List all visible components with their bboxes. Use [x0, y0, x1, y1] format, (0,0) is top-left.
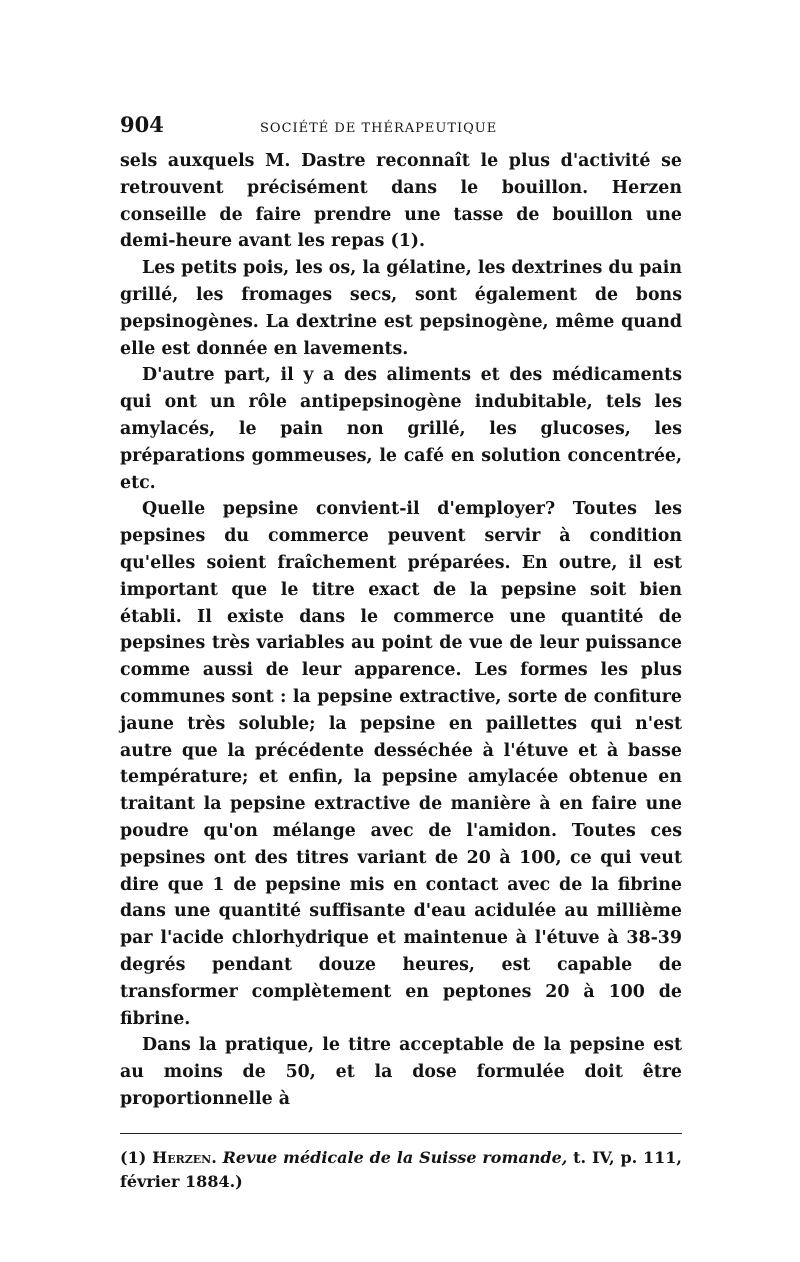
- footnote-rule: [120, 1133, 682, 1134]
- page-number: 904: [120, 112, 164, 137]
- book-page: [120, 112, 682, 1194]
- running-title: SOCIÉTÉ DE THÉRAPEUTIQUE: [260, 121, 498, 136]
- footnote: [120, 1146, 682, 1194]
- footnote-journal: Revue médicale de la Suisse romande,: [222, 1147, 568, 1167]
- footnote-author: Herzen.: [152, 1147, 217, 1167]
- paragraph: Dans la pratique, le titre acceptable de la pepsine est au moins de 50, et la dose formulée doit être proportionnelle à: [120, 1035, 682, 1109]
- footnote-marker: (1): [120, 1147, 147, 1167]
- body-text: [120, 148, 682, 1113]
- paragraph: sels auxquels M. Dastre reconnaît le plus d'activité se retrouvent précisément dans le bouillon. Herzen conseille de faire prendre une tasse de bouillon une demi-heure avant les repas (1).: [120, 151, 682, 252]
- paragraph: D'autre part, il y a des aliments et des médicaments qui ont un rôle antipepsinogène indubitable, tels les amylacés, le pain non grillé, les glucoses, les préparations gommeuses, le café en solution concentrée, etc.: [120, 365, 682, 493]
- footnote-details: t. IV, p. 111, février 1884.): [120, 1147, 682, 1191]
- running-head: [120, 112, 682, 148]
- paragraph: Les petits pois, les os, la gélatine, les dextrines du pain grillé, les fromages secs, sont également de bons pepsinogènes. La dextrine est pepsinogène, même quand elle est donnée en lavements.: [120, 258, 682, 359]
- paragraph: Quelle pepsine convient-il d'employer? Toutes les pepsines du commerce peuvent servir à condition qu'elles soient fraîchement préparées. En outre, il est important que le titre exact de la pepsine soit bien établi. Il existe dans le commerce une quantité de pepsines très variables au point de vue de leur puissance comme aussi de leur apparence. Les formes les plus communes sont : la pepsine extractive, sorte de confiture jaune très soluble; la pepsine en paillettes qui n'est autre que la précédente desséchée à l'étuve et à basse température; et enfin, la pepsine amylacée obtenue en traitant la pepsine extractive de manière à en faire une poudre qu'on mélange avec de l'amidon. Toutes ces pepsines ont des titres variant de 20 à 100, ce qui veut dire que 1 de pepsine mis en contact avec de la fibrine dans une quantité suffisante d'eau acidulée au millième par l'acide chlorhydrique et maintenue à l'étuve à 38-39 degrés pendant douze heures, est capable de transformer complètement en peptones 20 à 100 de fibrine.: [120, 499, 682, 1029]
